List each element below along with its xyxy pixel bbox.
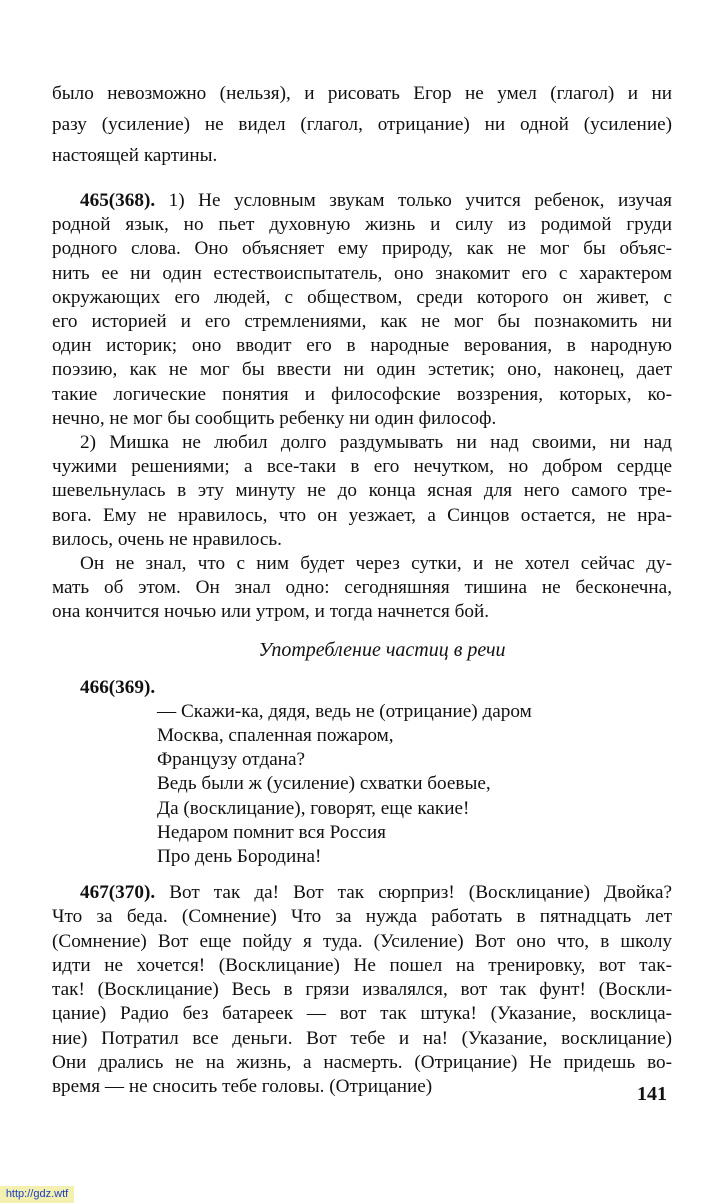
verse-line: Недаром помнит вся Россия xyxy=(157,821,386,843)
exercise-466-heading xyxy=(52,676,672,700)
text-line xyxy=(52,881,672,905)
text-line: окружающих его людей, с обществом, среди которого он живет, с xyxy=(52,286,672,308)
text-line: идти не хочется! (Восклицание) Не пошел на тренировку, вот так- xyxy=(52,954,672,976)
text-line: такие логические понятия и философские воззрения, которых, ко- xyxy=(52,383,672,405)
exercise-467-paragraph xyxy=(52,881,672,1099)
exercise-number: 467(370). xyxy=(80,882,156,904)
text-line: нечно, не мог бы сообщить ребенку ни один философ. xyxy=(52,407,497,429)
verse-line: Про день Бородина! xyxy=(157,846,322,868)
text-line: родного слова. Оно объясняет ему природу, как не мог бы объяс- xyxy=(52,238,672,260)
verse-line: Да (восклицание), говорят, еще какие! xyxy=(157,797,470,819)
source-link[interactable]: http://gdz.wtf xyxy=(0,1186,74,1203)
exercise-number: 466(369). xyxy=(80,676,156,698)
text-line: время — не сносить тебе головы. (Отрицание) xyxy=(52,1075,433,1097)
text-fragment: 1) Не условным звукам только учится ребенок, изучая xyxy=(155,190,672,211)
text-line: мать об этом. Он знал одно: сегодняшняя тишина не бесконечна, xyxy=(52,577,672,599)
exercise-number: 465(368). xyxy=(80,190,156,211)
text-line: нить ее ни один естествоиспытатель, оно знакомит его с характером xyxy=(52,262,672,284)
section-title: Употребление частиц в речи xyxy=(258,638,506,661)
text-line: 2) Мишка не любил долго раздумывать ни над своими, ни над xyxy=(80,432,672,454)
text-line: Он не знал, что с ним будет через сутки, и не хотел сейчас ду- xyxy=(80,553,672,575)
verse-line: — Скажи-ка, дядя, ведь не (отрицание) даром xyxy=(157,700,532,722)
text-line xyxy=(52,189,672,213)
text-line: ние) Потратил все деньги. Вот тебе и на! (Указание, восклицание) xyxy=(52,1027,672,1049)
text-line: родной язык, но пьет духовную жизнь и силу из родимой груди xyxy=(52,214,672,236)
text-line: его историей и его стремлениями, как не мог бы познакомить ни xyxy=(52,311,672,333)
text-line: вилось, очень не нравилось. xyxy=(52,528,282,550)
text-line: она кончится ночью или утром, и тогда начнется бой. xyxy=(52,601,490,623)
text-line: так! (Восклицание) Весь в грязи извалялся, вот так фунт! (Воскли- xyxy=(52,979,672,1001)
exercise-465-paragraph-1 xyxy=(52,189,672,431)
exercise-465-paragraph-3 xyxy=(52,552,672,625)
text-line: поэзию, как не мог бы ввести ни один эстетик; оно, наконец, дает xyxy=(52,359,672,381)
text-line: чужими решениями; а все-таки в его нечутком, но добром сердце xyxy=(52,456,672,478)
intro-paragraph xyxy=(52,78,672,171)
text-line: вога. Ему не нравилось, что он уезжает, а Синцов остается, не нра- xyxy=(52,504,672,526)
text-line: было невозможно (нельзя), и рисовать Егор не умел (глагол) и ни xyxy=(52,83,672,104)
text-line: (Сомнение) Вот еще пойду я туда. (Усиление) Вот оно что, в школу xyxy=(52,930,672,952)
text-line: Что за беда. (Сомнение) Что за нужда работать в пятнадцать лет xyxy=(52,906,672,928)
verse-line: Москва, спаленная пожаром, xyxy=(157,725,394,747)
page-number: 141 xyxy=(637,1083,667,1105)
exercise-465-paragraph-2 xyxy=(52,431,672,552)
page-content xyxy=(52,78,672,1099)
text-line: один историк; оно вводит его в народные верования, в народную xyxy=(52,335,672,357)
text-line: настоящей картины. xyxy=(52,145,218,166)
text-fragment: Вот так да! Вот так сюрприз! (Восклицание) Двойка? xyxy=(155,882,672,904)
verse-line: Французу отдана? xyxy=(157,749,306,771)
text-line: цание) Радио без батареек — вот так штука! (Указание, восклица- xyxy=(52,1003,672,1025)
text-line: Они дрались не на жизнь, а насмерть. (Отрицание) Не придешь во- xyxy=(52,1051,672,1073)
text-line: разу (усиление) не видел (глагол, отрицание) ни одной (усиление) xyxy=(52,114,672,135)
verse-line: Ведь были ж (усиление) схватки боевые, xyxy=(157,773,491,795)
poem-excerpt xyxy=(157,700,672,869)
text-line: шевельнулась в эту минуту не до конца ясная для него самого тре- xyxy=(52,480,672,502)
